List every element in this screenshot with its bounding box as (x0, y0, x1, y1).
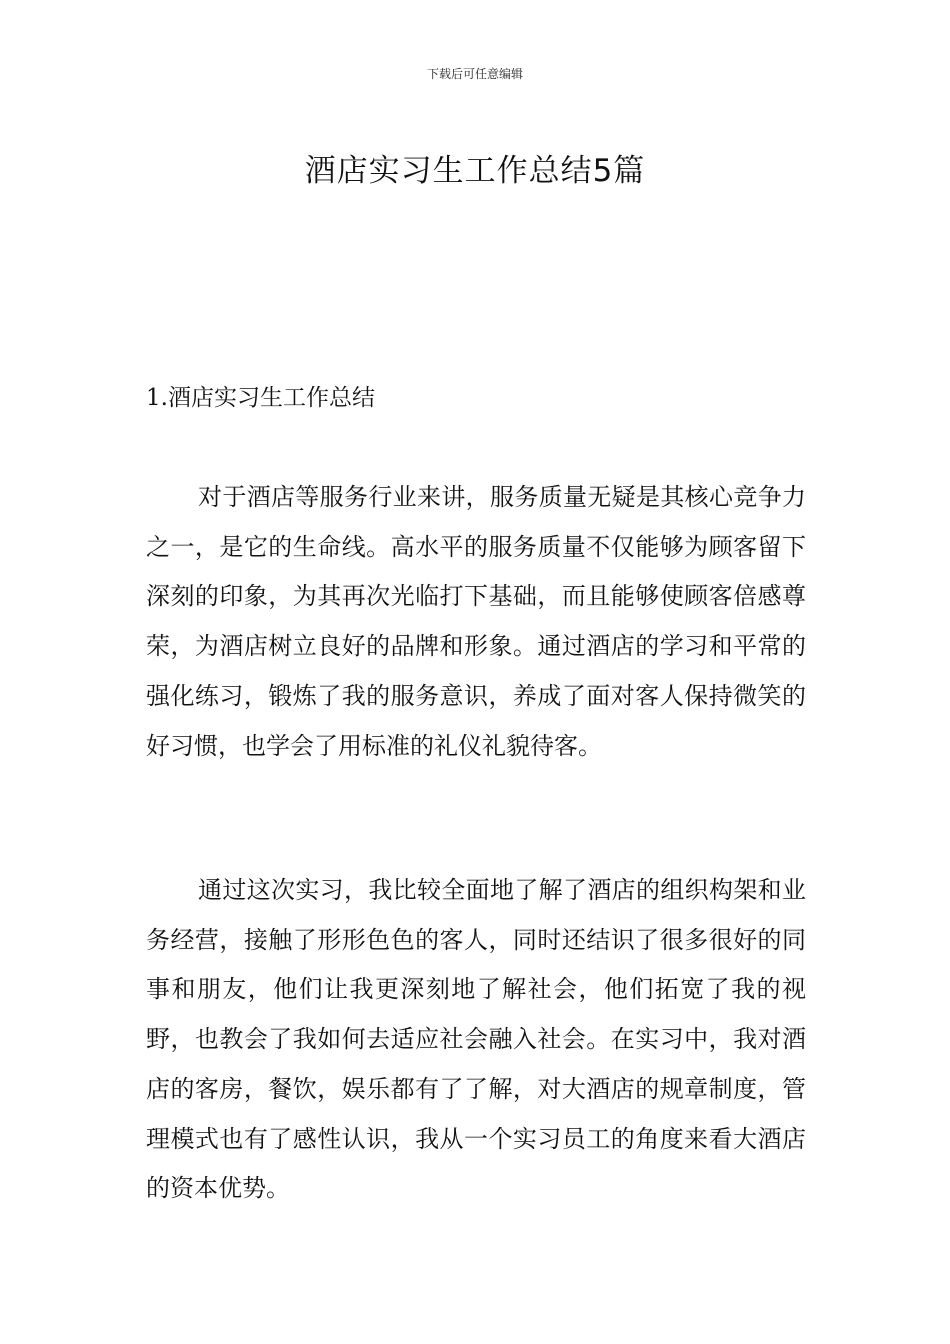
body-paragraph-2: 通过这次实习，我比较全面地了解了酒店的组织构架和业务经营，接触了形形色色的客人，同时还结识了很多很好的同事和朋友，他们让我更深刻地了解社会，他们拓宽了我的视野，也教会了我如何去适应社会融入社会。在实习中，我对酒店的客房，餐饮，娱乐都有了了解，对大酒店的规章制度，管理模式也有了感性认识，我从一个实习员工的角度来看大酒店的资本优势。 (146, 876, 806, 1203)
document-title: 酒店实习生工作总结5篇 (304, 152, 646, 189)
body-paragraph-1: 对于酒店等服务行业来讲，服务质量无疑是其核心竞争力之一，是它的生命线。高水平的服务质量不仅能够为顾客留下深刻的印象，为其再次光临打下基础，而且能够使顾客倍感尊荣，为酒店树立良好的品牌和形象。通过酒店的学习和平常的强化练习，锻炼了我的服务意识，养成了面对客人保持微笑的好习惯，也学会了用标准的礼仪礼貌待客。 (146, 483, 806, 760)
section-heading: 1.酒店实习生工作总结 (146, 385, 375, 411)
header-note: 下载后可任意编辑 (426, 67, 523, 81)
